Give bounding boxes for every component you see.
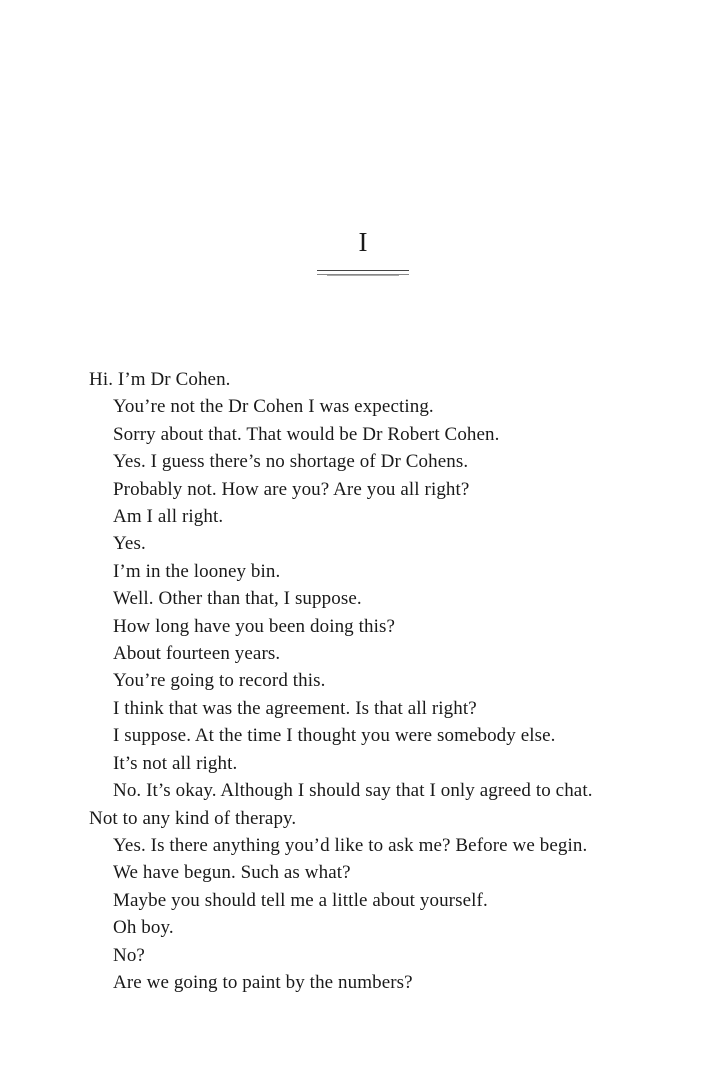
dialogue-line: You’re going to record this.	[113, 670, 326, 692]
dialogue-line: Yes. Is there anything you’d like to ask me? Before we begin.	[113, 834, 588, 856]
dialogue-line: You’re not the Dr Cohen I was expecting.	[113, 396, 434, 418]
dialogue-line: It’s not all right.	[113, 752, 238, 774]
dialogue-line: No. It’s okay. Although I should say that I only agreed to chat.	[113, 780, 593, 802]
dialogue-line: Well. Other than that, I suppose.	[113, 588, 362, 610]
dialogue-line: Sorry about that. That would be Dr Robert Cohen.	[113, 423, 500, 445]
dialogue-line: No?	[113, 944, 145, 966]
dialogue-line: How long have you been doing this?	[113, 615, 396, 637]
dialogue-line: Probably not. How are you? Are you all right?	[113, 478, 470, 500]
chapter-numeral: I	[358, 227, 368, 257]
dialogue-line: I think that was the agreement. Is that all right?	[113, 697, 477, 719]
dialogue-line: Maybe you should tell me a little about yourself.	[113, 889, 488, 911]
dialogue-line: Oh boy.	[113, 917, 174, 939]
dialogue-line: Are we going to paint by the numbers?	[113, 971, 413, 993]
dialogue-line: About fourteen years.	[113, 643, 281, 665]
dialogue-line: I’m in the looney bin.	[113, 560, 281, 582]
dialogue-line: We have begun. Such as what?	[113, 862, 351, 884]
dialogue-line: I suppose. At the time I thought you were somebody else.	[113, 725, 556, 747]
dialogue-text-block	[0, 366, 706, 996]
dialogue-line: Hi. I’m Dr Cohen.	[89, 369, 231, 390]
dialogue-line: Yes. I guess there’s no shortage of Dr Cohens.	[113, 451, 469, 473]
dialogue-line: Am I all right.	[113, 506, 224, 528]
dialogue-line: Not to any kind of therapy.	[89, 807, 297, 829]
chapter-ornament-rule-inner	[327, 275, 399, 276]
dialogue-line: Yes.	[113, 533, 146, 555]
